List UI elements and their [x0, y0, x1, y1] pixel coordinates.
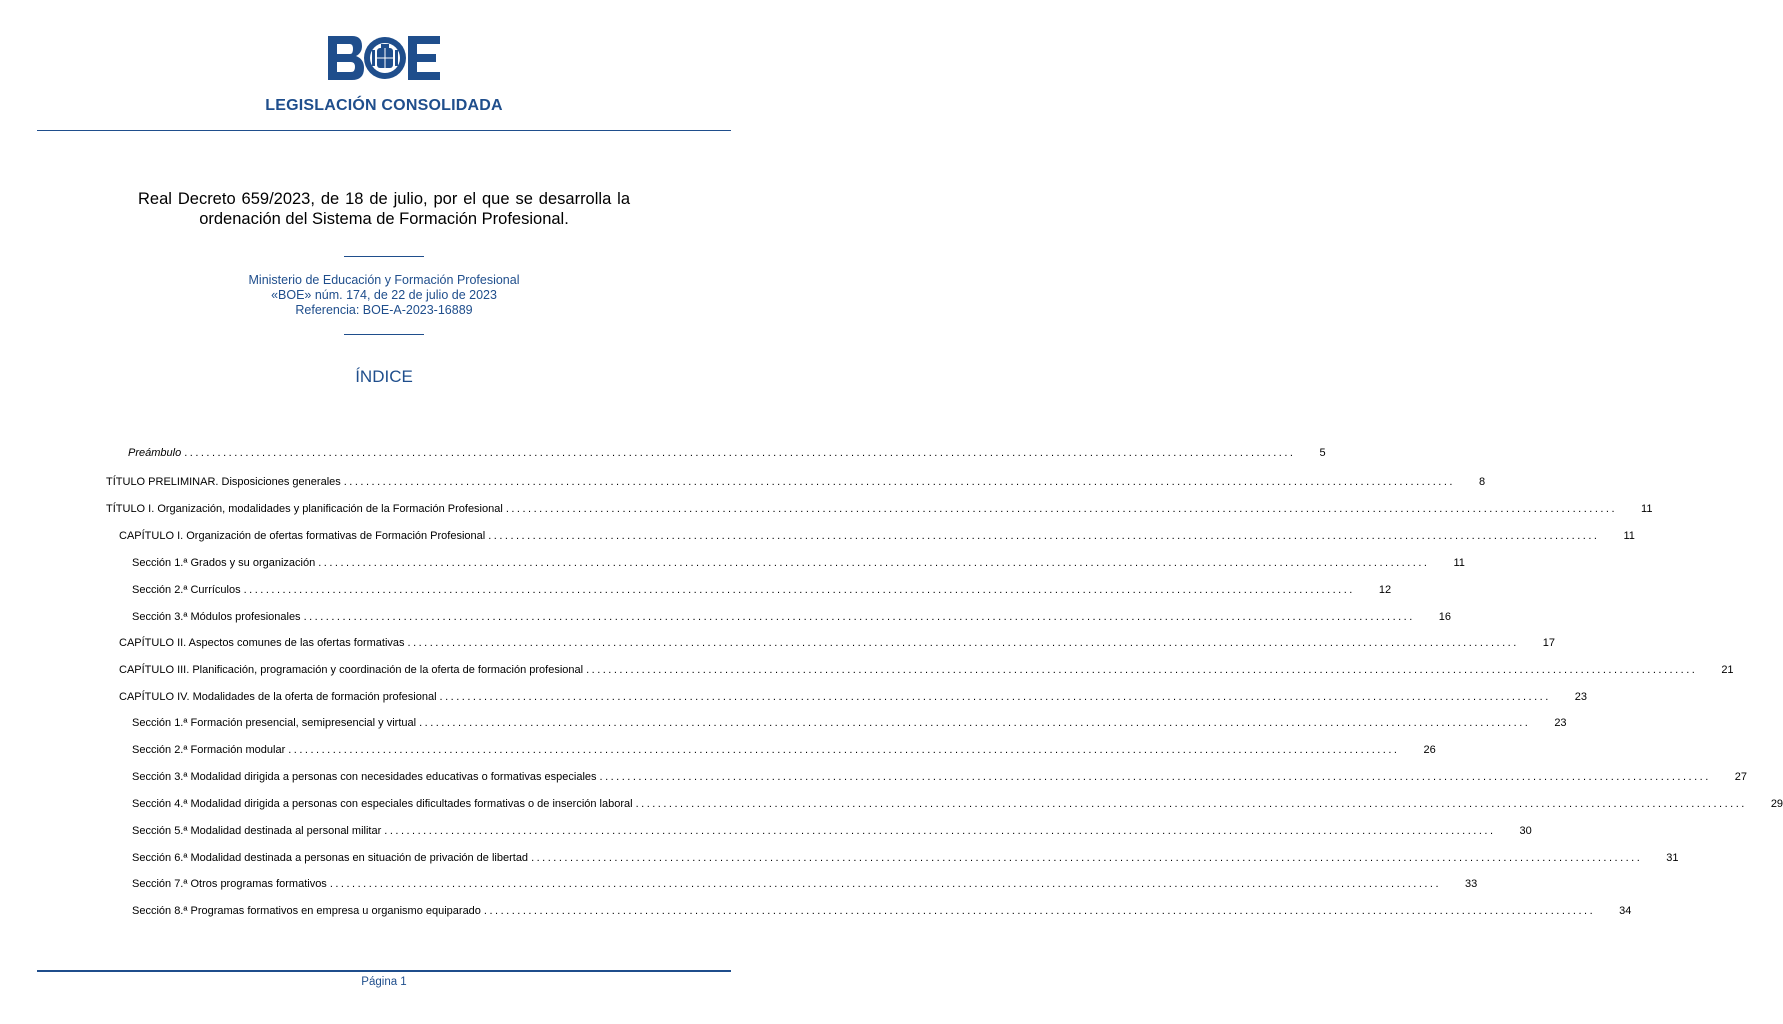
document-title: Real Decreto 659/2023, de 18 de julio, por el que se desarrolla la ordenación del Sistema de Formación Profesional. — [138, 190, 630, 228]
toc-leader-dots: ........................................................................................................................................................................................................ — [505, 503, 1618, 515]
toc-entry-page: 34 — [1619, 905, 1632, 917]
toc-entry-page: 26 — [1423, 744, 1436, 756]
toc-entry[interactable] — [119, 636, 1555, 650]
toc-entry[interactable] — [106, 502, 1653, 516]
page-number: Página 1 — [361, 976, 407, 988]
toc-entry[interactable] — [132, 716, 1567, 730]
boe-issue: «BOE» núm. 174, de 22 de julio de 2023 — [271, 288, 497, 302]
toc-leader-dots: ........................................................................................................................................................................................................ — [599, 771, 1711, 783]
title-divider — [344, 256, 424, 257]
toc-entry[interactable] — [132, 770, 1747, 784]
toc-entry-label: Preámbulo — [128, 447, 182, 459]
ministry: Ministerio de Educación y Formación Profesional — [248, 273, 520, 287]
toc-entry-page: 29 — [1770, 798, 1783, 810]
toc-entry-label: Sección 3.ª Módulos profesionales — [132, 611, 301, 623]
index-heading: ÍNDICE — [355, 367, 413, 386]
toc-entry-label: Sección 8.ª Programas formativos en empresa u organismo equiparado — [132, 905, 481, 917]
toc-entry-label: Sección 3.ª Modalidad dirigida a personas con necesidades educativas o formativas especiales — [132, 771, 597, 783]
toc-leader-dots: ........................................................................................................................................................................................................ — [243, 584, 1355, 596]
toc-leader-dots: ........................................................................................................................................................................................................ — [329, 878, 1442, 890]
toc-entry-label: CAPÍTULO IV. Modalidades de la oferta de formación profesional — [119, 691, 437, 703]
toc-entry-label: Sección 1.ª Formación presencial, semipresencial y virtual — [132, 717, 417, 729]
toc-entry-page: 17 — [1542, 637, 1555, 649]
toc-leader-dots: ........................................................................................................................................................................................................ — [288, 744, 1400, 756]
toc-entry[interactable] — [119, 690, 1588, 704]
boe-logo — [328, 36, 440, 80]
toc-entry-label: Sección 2.ª Currículos — [132, 584, 241, 596]
toc-leader-dots: ........................................................................................................................................................................................................ — [439, 691, 1551, 703]
header-divider — [37, 130, 731, 131]
toc-entry[interactable] — [119, 529, 1635, 543]
toc-leader-dots: ........................................................................................................................................................................................................ — [384, 825, 1496, 837]
toc-entry[interactable] — [132, 904, 1632, 918]
document-metadata — [0, 273, 768, 318]
toc-entry-page: 16 — [1438, 611, 1452, 623]
toc-entry[interactable] — [106, 475, 1486, 489]
toc-entry[interactable] — [132, 851, 1679, 865]
toc-entry[interactable] — [128, 446, 1326, 460]
toc-entry-page: 11 — [1453, 557, 1465, 569]
toc-leader-dots: ........................................................................................................................................................................................................ — [184, 447, 1296, 459]
toc-entry-label: Sección 7.ª Otros programas formativos — [132, 878, 327, 890]
toc-entry[interactable] — [132, 797, 1783, 811]
toc-entry[interactable] — [119, 663, 1734, 677]
toc-entry-page: 31 — [1666, 852, 1679, 864]
toc-entry-label: CAPÍTULO III. Planificación, programación y coordinación de la oferta de formación profesional — [119, 664, 584, 676]
toc-entry[interactable] — [132, 583, 1392, 597]
toc-entry-page: 11 — [1623, 530, 1635, 542]
toc-leader-dots: ........................................................................................................................................................................................................ — [303, 611, 1415, 623]
toc-entry[interactable] — [132, 610, 1452, 624]
toc-entry-label: Sección 1.ª Grados y su organización — [132, 557, 316, 569]
toc-entry-label: CAPÍTULO II. Aspectos comunes de las ofertas formativas — [119, 637, 405, 649]
toc-entry-label: Sección 4.ª Modalidad dirigida a personas con especiales dificultades formativas o de inserción laboral — [132, 798, 633, 810]
toc-entry-page: 5 — [1319, 447, 1326, 459]
toc-leader-dots: ........................................................................................................................................................................................................ — [488, 530, 1600, 542]
toc-entry-page: 23 — [1554, 717, 1567, 729]
toc-entry[interactable] — [132, 824, 1532, 838]
toc-entry-page: 21 — [1721, 664, 1734, 676]
toc-entry[interactable] — [132, 743, 1436, 757]
toc-entry[interactable] — [132, 556, 1465, 570]
toc-leader-dots: ........................................................................................................................................................................................................ — [483, 905, 1596, 917]
reference: Referencia: BOE-A-2023-16889 — [295, 303, 473, 317]
toc-entry-label: Sección 6.ª Modalidad destinada a personas en situación de privación de libertad — [132, 852, 529, 864]
toc-entry-page: 12 — [1378, 584, 1392, 596]
footer-divider — [37, 970, 731, 972]
toc-entry-label: CAPÍTULO I. Organización de ofertas formativas de Formación Profesional — [119, 530, 486, 542]
toc-entry-label: TÍTULO PRELIMINAR. Disposiciones generales — [106, 476, 341, 488]
toc-entry-page: 11 — [1641, 503, 1653, 515]
metadata-divider — [344, 334, 424, 335]
toc-entry-label: Sección 2.ª Formación modular — [132, 744, 286, 756]
toc-entry-page: 8 — [1478, 476, 1486, 488]
toc-leader-dots: ........................................................................................................................................................................................................ — [586, 664, 1698, 676]
toc-entry-page: 23 — [1574, 691, 1588, 703]
toc-leader-dots: ........................................................................................................................................................................................................ — [318, 557, 1430, 569]
toc-entry-page: 27 — [1734, 771, 1747, 783]
toc-entry-page: 30 — [1519, 825, 1532, 837]
toc-entry-label: TÍTULO I. Organización, modalidades y planificación de la Formación Profesional — [106, 503, 503, 515]
toc-entry[interactable] — [132, 877, 1478, 891]
toc-entry-label: Sección 5.ª Modalidad destinada al personal militar — [132, 825, 382, 837]
collection-title: LEGISLACIÓN CONSOLIDADA — [265, 97, 503, 114]
toc-leader-dots: ........................................................................................................................................................................................................ — [407, 637, 1519, 649]
toc-leader-dots: ........................................................................................................................................................................................................ — [419, 717, 1531, 729]
toc-leader-dots: ........................................................................................................................................................................................................ — [635, 798, 1747, 810]
toc-entry-page: 33 — [1465, 878, 1478, 890]
toc-leader-dots: ........................................................................................................................................................................................................ — [531, 852, 1643, 864]
toc-leader-dots: ........................................................................................................................................................................................................ — [343, 476, 1455, 488]
